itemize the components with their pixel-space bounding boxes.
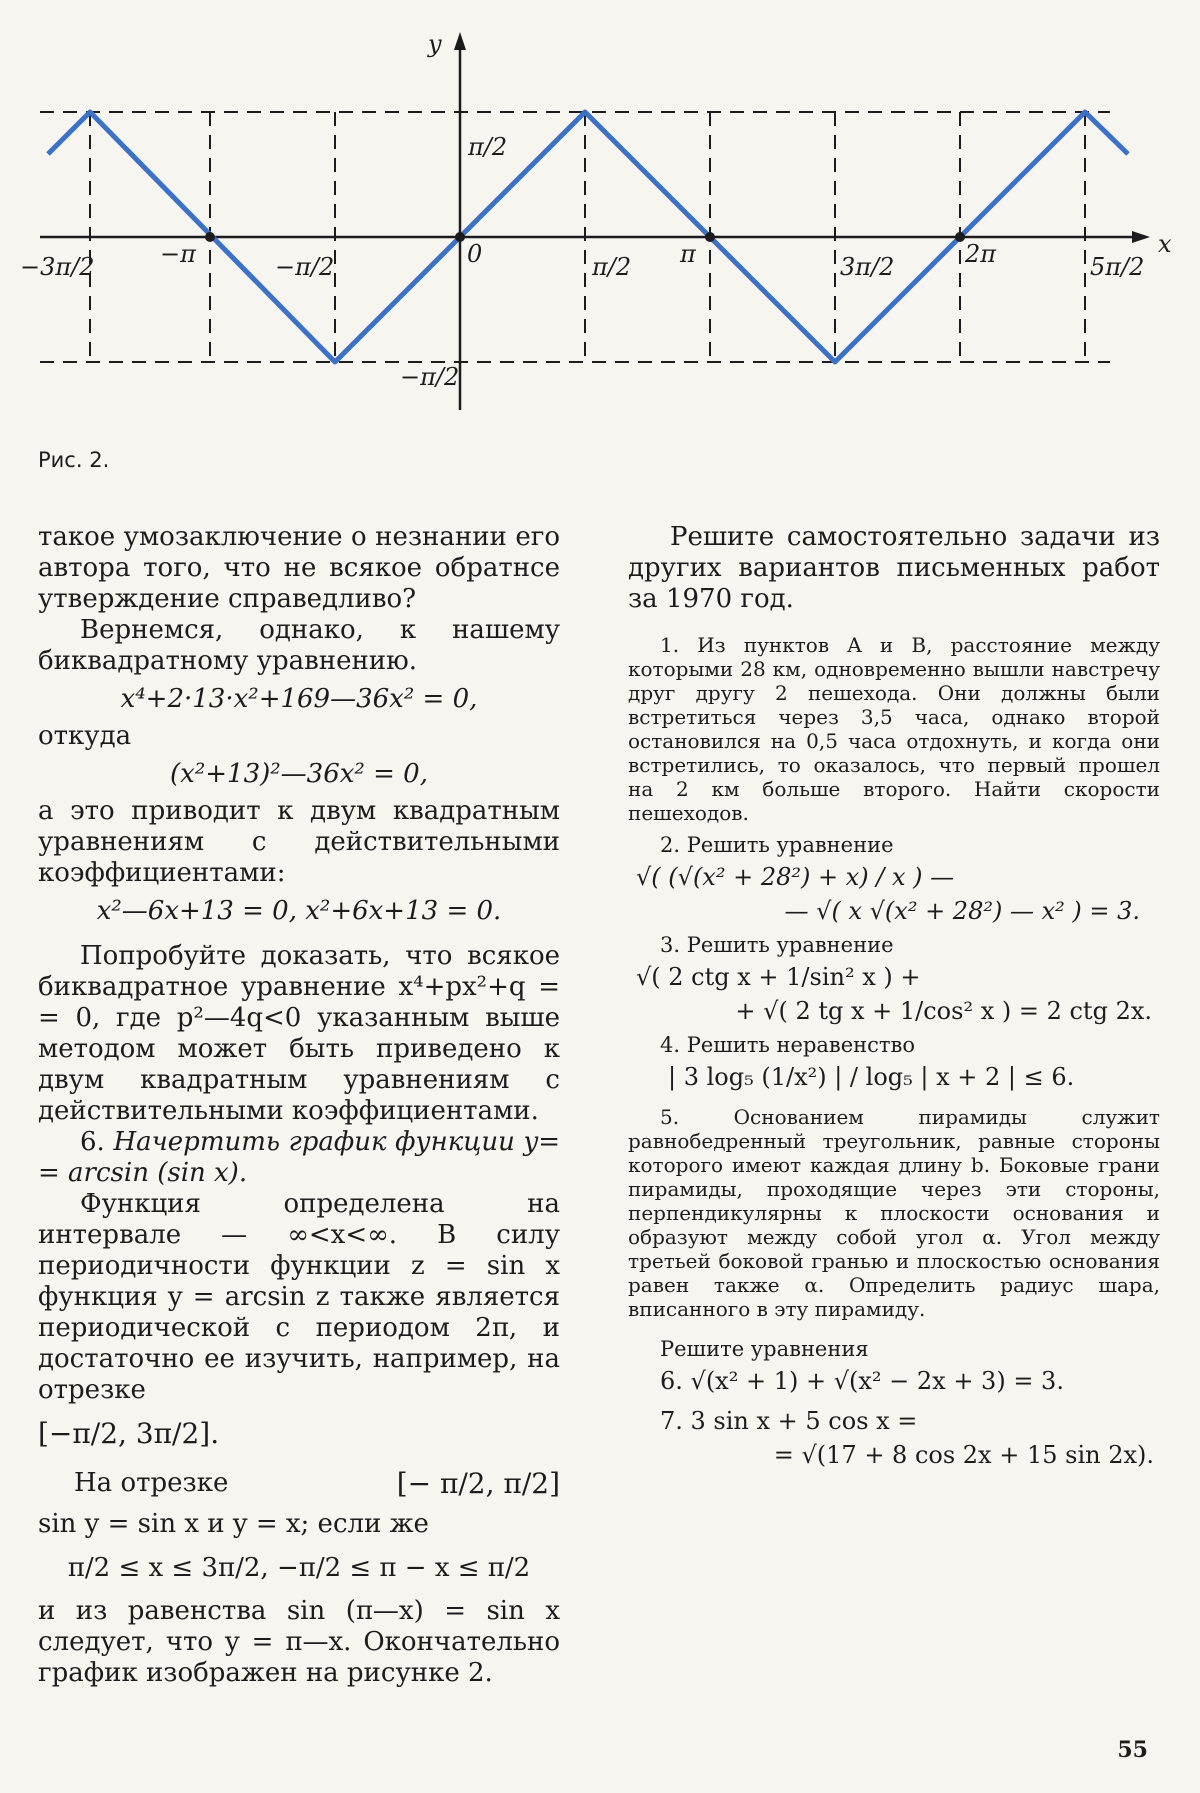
tick-label-zero: 0 <box>467 240 483 268</box>
problem-6-equation: 6. √(x² + 1) + √(x² − 2x + 3) = 3. <box>660 1367 1064 1395</box>
problem-3-title: 3. Решить уравнение <box>660 933 894 957</box>
left-column <box>38 522 560 1689</box>
y-axis-arrow-icon <box>454 32 466 50</box>
problem-3-equation-line1: √( 2 ctg x + 1/sin² x ) + <box>636 963 921 991</box>
x-axis-arrow-icon <box>1132 231 1150 243</box>
problem-5: 5. Основанием пирамиды служит равнобедренный треугольник, равные стороны которого имеют каждая длину b. Боковые грани пирамиды, проходящие через эти стороны, перпендикулярны к плоскости основания и образуют между собой угол α. Угол между третьей боковой гранью и плоскостью основания равен также α. Определить радиус шара, вписанного в эту пирамиду. <box>628 1105 1160 1321</box>
equation: (x²+13)²—36x² = 0, <box>170 759 428 789</box>
right-column <box>628 522 1160 1475</box>
paragraph: такое умозаключение о незнании его автора того, что не всякое обратнсе утверждение справедливо? <box>38 522 560 614</box>
interval: [− π/2, π/2] <box>396 1467 560 1500</box>
paragraph: Вернемся, однако, к нашему биквадратному уравнению. <box>38 615 560 676</box>
text: На отрезке <box>74 1468 229 1498</box>
problem-3-equation-line2: + √( 2 tg x + 1/cos² x ) = 2 ctg 2x. <box>735 997 1152 1025</box>
figure-arcsin-sin-graph <box>20 30 1180 440</box>
problem-7-equation-line1: 7. 3 sin x + 5 cos x = <box>660 1407 918 1435</box>
problem-1: 1. Из пунктов A и B, расстояние между которыми 28 км, одновременно вышли навстречу друг другу 2 пешехода. Они должны были встретиться через 3,5 часа, однако второй остановился на 0,5 часа отдохнуть, и когда они встретились, то оказалось, что первый прошел на 2 км больше второго. Найти скорости пешеходов. <box>628 633 1160 825</box>
interval: [−π/2, 3π/2]. <box>38 1417 220 1450</box>
problem-2-equation-line2: — √( x √(x² + 28²) — x² ) = 3. <box>784 897 1140 925</box>
paragraph: и из равенства sin (π—x) = sin x следует, что y = π—x. Окончательно график изображен на рисунке 2. <box>38 1596 560 1688</box>
tick-label-neg-pi-2: −π/2 <box>275 253 335 281</box>
problem-4-inequality: | 3 log₅ (1/x²) | / log₅ | x + 2 | ≤ 6. <box>668 1063 1075 1091</box>
tick-label-5pi-2: 5π/2 <box>1090 253 1145 281</box>
page-number: 55 <box>1117 1737 1148 1763</box>
intro <box>628 522 1160 615</box>
tick-label-y-bottom: −π/2 <box>400 363 460 391</box>
paragraph: sin y = sin x и y = x; если же <box>38 1509 429 1539</box>
tick-label-y-top: π/2 <box>468 133 508 161</box>
solve-equations-title: Решите уравнения <box>660 1337 869 1361</box>
tick-label-pi-2: π/2 <box>592 253 632 281</box>
problem-text: Начертить график функции y= = arcsin (sin x). <box>38 1127 560 1188</box>
intro-text: Решите самостоятельно задачи из других вариантов письменных работ за 1970 год. <box>628 522 1160 614</box>
problem-6-statement <box>38 1127 560 1189</box>
paragraph: Попробуйте доказать, что всякое биквадратное уравнение x⁴+px²+q = = 0, где p²—4q<0 указанным выше методом может быть приведено к двум квадратным уравнениям с действительными коэффициентами. <box>38 941 560 1126</box>
figure-caption: Рис. 2. <box>38 448 110 472</box>
equation: x⁴+2·13·x²+169—36x² = 0, <box>120 684 478 714</box>
graph-svg <box>20 30 1180 440</box>
equation: x²—6x+13 = 0, x²+6x+13 = 0. <box>96 896 502 926</box>
problem-4-title: 4. Решить неравенство <box>660 1033 915 1057</box>
problem-2-equation-line1: √( (√(x² + 28²) + x) / x ) — <box>636 863 955 891</box>
problem-2-title: 2. Решить уравнение <box>660 833 894 857</box>
inequality: π/2 ≤ x ≤ 3π/2, −π/2 ≤ π − x ≤ π/2 <box>67 1553 531 1583</box>
tick-label-2pi: 2π <box>965 240 997 268</box>
problem-7-equation-line2: = √(17 + 8 cos 2x + 15 sin 2x). <box>773 1441 1154 1469</box>
tick-label-pi: π <box>680 240 696 268</box>
paragraph: а это приводит к двум квадратным уравнениям с действительными коэффициентами: <box>38 796 560 888</box>
y-axis-label: y <box>428 30 442 58</box>
tick-label-3pi-2: 3π/2 <box>840 253 895 281</box>
problem-number: 6. <box>80 1127 105 1157</box>
tick-label-neg-pi: −π <box>160 240 196 268</box>
paragraph: Функция определена на интервале — ∞<x<∞. В силу периодичности функции z = sin x функция y = arcsin z также является периодической с периодом 2π, и достаточно ее изучить, например, на отрезке <box>38 1189 560 1405</box>
tick-label-neg-3pi-2: −3π/2 <box>20 253 95 281</box>
paragraph <box>38 1468 560 1499</box>
paragraph: откуда <box>38 721 132 751</box>
x-axis-label: x <box>1158 230 1172 258</box>
